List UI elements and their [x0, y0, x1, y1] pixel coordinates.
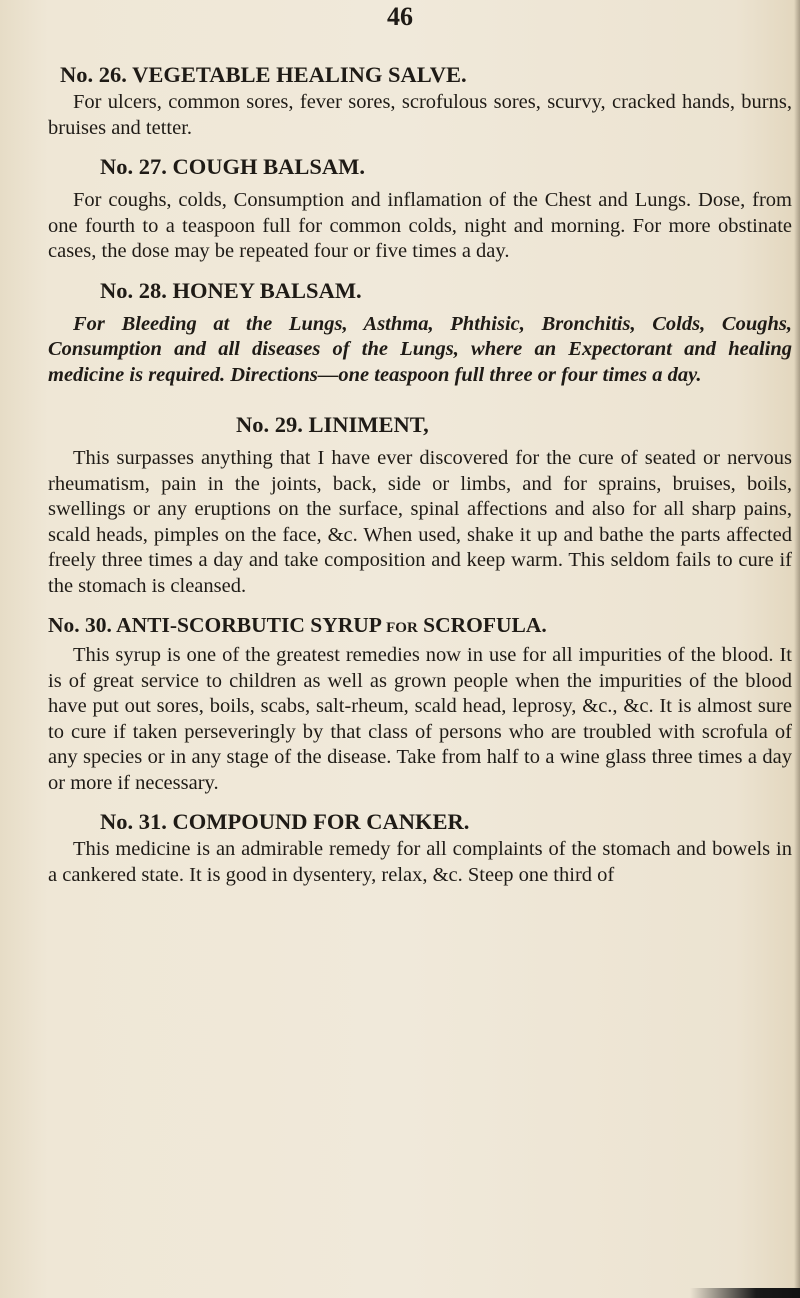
recipe-title: LINIMENT, — [308, 412, 429, 437]
recipe-title: HONEY BALSAM. — [172, 277, 362, 303]
recipe-heading — [48, 152, 792, 182]
recipe-text: For ulcers, common sores, fever sores, scrofulous sores, scurvy, cracked hands, burns, bruises and tetter. — [48, 91, 792, 139]
recipe-text: This medicine is an admirable remedy for all complaints of the stomach and bowels in a cankered state. It is good in dysentery, relax, &c. Steep one third of — [48, 838, 792, 886]
recipe-heading — [48, 410, 792, 440]
recipe-title: ANTI-SCORBUTIC SYRUP — [116, 613, 381, 637]
recipe-text: For coughs, colds, Consumption and inflamation of the Chest and Lungs. Dose, from one fourth to a teaspoon full for common colds, night and morning. For more obstinate cases, the dose may be repeated four or five times a day. — [48, 189, 792, 262]
recipe-number: No. 27. — [100, 154, 167, 179]
recipe-text: This surpasses anything that I have ever discovered for the cure of seated or nervous rheumatism, pain in the joints, back, side or limbs, and for sprains, bruises, boils, swellings or any eruptions on the surface, spinal affections and also for all sharp pains, scald heads, pimples on the face, &c. When used, shake it up and bathe the parts affected freely three times a day and take composition and keep warm. This seldom fails to cure if the stomach is cleansed. — [48, 447, 792, 597]
recipe-title: VEGETABLE HEALING SALVE. — [132, 62, 467, 87]
page-content — [48, 60, 792, 888]
recipe-heading — [48, 276, 792, 306]
recipe-number: No. 30. — [48, 613, 112, 637]
recipe-heading — [48, 60, 792, 90]
recipe-title-connector: FOR — [386, 620, 418, 636]
recipe-title: SCROFULA. — [423, 613, 547, 637]
scan-edge-mark — [690, 1288, 800, 1298]
recipe-text: For Bleeding at the Lungs, Asthma, Phthisic, Bronchitis, Colds, Coughs, Consumption and all diseases of the Lungs, where an Expectorant and healing medicine is required. Directions—one teaspoon full three or four times a day. — [48, 312, 792, 386]
recipe-heading — [48, 610, 792, 643]
recipe-number: No. 31. — [100, 809, 167, 834]
recipe-title: COMPOUND FOR CANKER. — [172, 809, 470, 834]
recipe-number: No. 28. — [100, 277, 167, 303]
page-edge-shadow — [794, 0, 800, 1298]
page-number: 46 — [387, 2, 413, 31]
recipe-heading — [48, 807, 792, 837]
recipe-title: COUGH BALSAM. — [172, 154, 366, 179]
recipe-number: No. 29. — [236, 412, 303, 437]
recipe-text: This syrup is one of the greatest remedies now in use for all impurities of the blood. It is of great service to children as well as grown people when the impurities of the blood have put out sores, boils, scabs, salt-rheum, scald head, leprosy, &c., &c. It is almost sure to cure if taken perseveringly by that class of persons who are troubled with scrofula of any species or in any stage of the disease. Take from half to a wine glass three times a day or more if necessary. — [48, 644, 792, 794]
recipe-number: No. 26. — [60, 62, 127, 87]
